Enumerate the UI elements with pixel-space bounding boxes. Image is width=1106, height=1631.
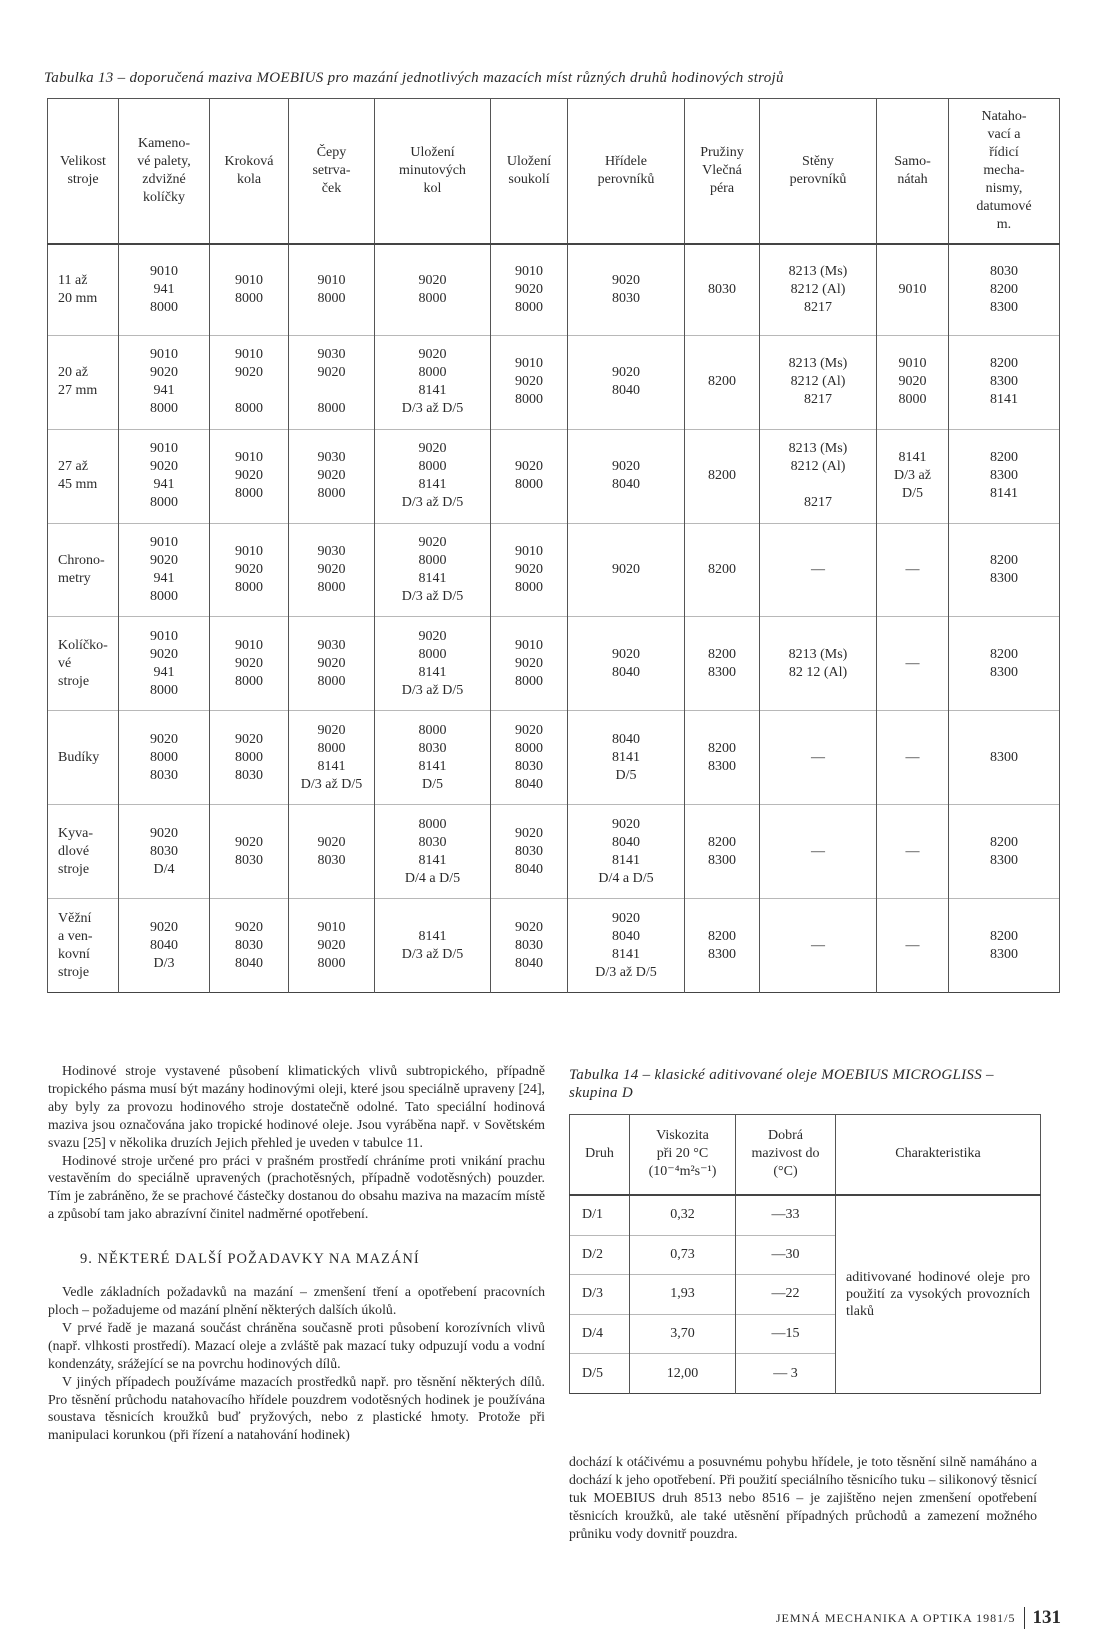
table-13-cell: — [760, 711, 877, 805]
table-13-cell: 9020 8040 [568, 429, 685, 523]
table-13-cell: 8040 8141 D/5 [568, 711, 685, 805]
table-14-cell: 0,73 [630, 1235, 736, 1275]
table-13-cell: 9010 8000 [289, 244, 375, 336]
machine-size-cell: Chrono- metry [48, 523, 119, 617]
table-14-cell: D/1 [570, 1195, 630, 1236]
table-13-cell: 9010 9020 8000 [491, 523, 568, 617]
table-13-header-cell: Uložení soukolí [491, 99, 568, 244]
table-13-cell: 9010 9020 941 8000 [119, 335, 210, 429]
table-13-cell: 8200 8300 [949, 805, 1060, 899]
table-13-cell: 9020 8000 8030 [119, 711, 210, 805]
machine-size-cell: Budíky [48, 711, 119, 805]
table-13-row [48, 805, 1060, 899]
table-13-cell: 9010 9020 8000 [289, 899, 375, 993]
table-13-cell: 9020 8030 [289, 805, 375, 899]
table-13-cell: 8200 8300 [685, 805, 760, 899]
table-13-header-cell: Velikost stroje [48, 99, 119, 244]
table-13-cell: 8200 8300 [685, 711, 760, 805]
table-13-cell: 8213 (Ms) 8212 (Al) 8217 [760, 429, 877, 523]
machine-size-cell: Věžní a ven- kovní stroje [48, 899, 119, 993]
table-13-cell: 8030 [685, 244, 760, 336]
table-13-header-cell: Čepy setrva- ček [289, 99, 375, 244]
table-13-cell: — [760, 899, 877, 993]
table-14-cell: D/4 [570, 1314, 630, 1354]
table-14-characteristic-cell: aditivované hodinové oleje pro použití za vysokých provozních tlaků [836, 1195, 1041, 1394]
machine-size-cell: 20 až 27 mm [48, 335, 119, 429]
table-13-cell: 9020 8030 8040 [210, 899, 289, 993]
table-13-cell: 9020 8030 8040 [491, 805, 568, 899]
table-13-cell: 8200 8300 [949, 523, 1060, 617]
table-13-cell: 9020 8000 [375, 244, 491, 336]
table-14 [569, 1114, 1041, 1394]
machine-size-cell: 27 až 45 mm [48, 429, 119, 523]
paragraph: Vedle základních požadavků na mazání – zmenšení tření a opotřebení pracovních ploch – požadujeme od mazání plnění některých dalších úkolů. [48, 1284, 545, 1317]
table-13-body [48, 244, 1060, 993]
paragraph: Hodinové stroje vystavené působení klimatických vlivů subtropického, případně tropického pásma musí být mazány hodinovými oleji, které jsou speciálně upraveny [24], aby byly za provozu hodinového stroje dostatečně odolné. Tato speciální hodinová maziva jsou označována jako tropické hodinové oleje. Jsou vyráběna např. v Sovětském svazu [25] v několika druzích Jejich přehled je uveden v tabulce 11. [48, 1063, 545, 1150]
table-13-row [48, 899, 1060, 993]
table-13-cell: 8200 8300 8141 [949, 335, 1060, 429]
table-13-cell: 8300 [949, 711, 1060, 805]
table-13-cell: 9010 9020 8000 [210, 617, 289, 711]
table-13-header-cell: Kroková kola [210, 99, 289, 244]
table-13-cell: — [877, 899, 949, 993]
table-13-cell: 9010 9020 8000 [210, 335, 289, 429]
table-13-cell: 8200 [685, 429, 760, 523]
table-14-header-cell: Druh [570, 1115, 630, 1195]
table-14-header-row [570, 1115, 1041, 1195]
table-13-cell: 8213 (Ms) 8212 (Al) 8217 [760, 244, 877, 336]
table-13-cell: 9030 9020 8000 [289, 335, 375, 429]
table-14-header-cell: Viskozita při 20 °C (10⁻⁴m²s⁻¹) [630, 1115, 736, 1195]
table-14-header-cell: Dobrá mazivost do (°C) [736, 1115, 836, 1195]
table-13-cell: 9010 9020 941 8000 [119, 523, 210, 617]
table-13-cell: 9020 8000 8030 [210, 711, 289, 805]
table-14-cell: 0,32 [630, 1195, 736, 1236]
table-13-cell: 9010 941 8000 [119, 244, 210, 336]
table-14-caption: Tabulka 14 – klasické aditivované oleje MOEBIUS MICROGLISS – skupina D [569, 1067, 994, 1101]
table-13-cell: 8141 D/3 až D/5 [375, 899, 491, 993]
table-13-row [48, 244, 1060, 336]
page-footer [776, 1607, 1061, 1629]
table-13-header-cell: Kameno- vé palety, zdvižné kolíčky [119, 99, 210, 244]
table-13-header-row [48, 99, 1060, 244]
table-13-header-cell: Pružiny Vlečná péra [685, 99, 760, 244]
paragraph: Hodinové stroje určené pro práci v prašném prostředí chráníme proti vnikání prachu vestavěním do speciálně upravených (prachotěsných, případně vodotěsných) pouzder. Tím je zabráněno, že se prachové částečky dostanou do obsahu maziva na mazacím místě a způsobí tam jako abrazívní činitel nadměrné opotřebení. [48, 1152, 545, 1222]
table-13-cell: 8200 8300 [685, 899, 760, 993]
table-13-row [48, 617, 1060, 711]
table-13-cell: 9020 8000 8030 8040 [491, 711, 568, 805]
paragraph: dochází k otáčivému a posuvnému pohybu hřídele, je toto těsnění silně namáháno a dochází k jeho opotřebení. Při použití speciálního těsnicího tuku – silikonový těsnicí tuk MOEBIUS druh 8513 nebo 8516 – je zajištěno nejen zmenšení opotřebení těsnicích kroužků, ale také utěsnění případných průchodů a zamezení možného průniku vody dovnitř pouzdra. [569, 1454, 1037, 1541]
table-14-cell: —33 [736, 1195, 836, 1236]
table-13-cell: 9010 9020 8000 [491, 244, 568, 336]
table-13-cell: 9010 9020 941 8000 [119, 429, 210, 523]
table-13-row [48, 335, 1060, 429]
machine-size-cell: 11 až 20 mm [48, 244, 119, 336]
table-14-cell: —22 [736, 1275, 836, 1315]
table-14-row [570, 1195, 1041, 1236]
table-13-cell: — [877, 805, 949, 899]
table-13-cell: 9030 9020 8000 [289, 429, 375, 523]
table-13-cell: 8200 8300 [949, 899, 1060, 993]
table-13-cell: 8200 8300 [949, 617, 1060, 711]
table-13-cell: 8200 [685, 335, 760, 429]
table-13-cell: 9020 8000 [491, 429, 568, 523]
table-13-cell: 9020 8000 8141 D/3 až D/5 [375, 523, 491, 617]
table-13-cell: — [877, 523, 949, 617]
table-14-cell: D/3 [570, 1275, 630, 1315]
machine-size-cell: Kyva- dlové stroje [48, 805, 119, 899]
left-text-column [48, 1062, 545, 1444]
table-14-cell: 3,70 [630, 1314, 736, 1354]
journal-name: JEMNÁ MECHANIKA A OPTIKA 1981/5 [775, 1610, 1016, 1625]
table-13-header-cell: Hřídele perovníků [568, 99, 685, 244]
table-13-cell: 9010 [877, 244, 949, 336]
table-13-cell: — [760, 523, 877, 617]
table-13-cell: 9020 8030 [210, 805, 289, 899]
table-13-cell: 9030 9020 8000 [289, 523, 375, 617]
table-13-cell: 9010 9020 941 8000 [119, 617, 210, 711]
table-13-cell: 9020 8030 [568, 244, 685, 336]
table-13-row [48, 429, 1060, 523]
table-13-cell: 8200 [685, 523, 760, 617]
table-13-cell: 8213 (Ms) 8212 (Al) 8217 [760, 335, 877, 429]
section-heading: 9. NĚKTERÉ DALŠÍ POŽADAVKY NA MAZÁNÍ [80, 1251, 420, 1268]
table-13-cell: 8213 (Ms) 82 12 (Al) [760, 617, 877, 711]
table-13-cell: 9020 8000 8141 D/3 až D/5 [375, 429, 491, 523]
page-number: 131 [1032, 1607, 1061, 1628]
table-13-cell: 9010 9020 8000 [877, 335, 949, 429]
table-13-cell: 9020 8000 8141 D/3 až D/5 [375, 617, 491, 711]
paragraph: V jiných případech používáme mazacích prostředků např. pro těsnění některých dílů. Pro těsnění průchodu natahovacího hřídele pouzdrem vodotěsných hodinek je používána soustava těsnicích kroužků buď pryžových, nebo z plastické hmoty. Protože při manipulaci korunkou (při řízení a natahování hodinek) [48, 1373, 545, 1443]
table-14-cell: 1,93 [630, 1275, 736, 1315]
table-13-cell: — [877, 617, 949, 711]
table-13-cell: 9020 8040 8141 D/3 až D/5 [568, 899, 685, 993]
table-13-cell: 9020 8040 [568, 335, 685, 429]
table-14-cell: —15 [736, 1314, 836, 1354]
machine-size-cell: Kolíčko- vé stroje [48, 617, 119, 711]
table-13-cell: 9020 8000 8141 D/3 až D/5 [375, 335, 491, 429]
table-13-header-cell: Stěny perovníků [760, 99, 877, 244]
table-14-cell: D/2 [570, 1235, 630, 1275]
right-text-column [569, 1453, 1037, 1543]
table-13-cell: 9010 9020 8000 [491, 617, 568, 711]
paragraph: V prvé řadě je mazaná součást chráněna současně proti působení korozívních vlivů (např. vlhkosti prostředí). Mazací oleje a zvláště pak mazací tuky odpuzují vodu a vodní kondenzáty, srážející se na povrchu hodinových dílů. [48, 1319, 545, 1371]
table-13-cell: 9010 9020 8000 [210, 429, 289, 523]
table-13-cell: 9020 8040 8141 D/4 a D/5 [568, 805, 685, 899]
table-13-caption: Tabulka 13 – doporučená maziva MOEBIUS pro mazání jednotlivých mazacích míst různých druhů hodinových strojů [44, 70, 784, 86]
table-14-cell: 12,00 [630, 1354, 736, 1394]
table-13-cell: 8000 8030 8141 D/5 [375, 711, 491, 805]
table-13-row [48, 711, 1060, 805]
table-13-cell: 8200 8300 8141 [949, 429, 1060, 523]
table-13-cell: 8030 8200 8300 [949, 244, 1060, 336]
table-13-cell: 9030 9020 8000 [289, 617, 375, 711]
table-14-cell: D/5 [570, 1354, 630, 1394]
table-14-cell: — 3 [736, 1354, 836, 1394]
table-13-cell: — [877, 711, 949, 805]
table-13-cell: 9020 8040 D/3 [119, 899, 210, 993]
table-13-cell: 9010 9020 8000 [491, 335, 568, 429]
table-14-cell: —30 [736, 1235, 836, 1275]
table-13-cell: — [760, 805, 877, 899]
table-13-row [48, 523, 1060, 617]
table-13-cell: 9020 8030 8040 [491, 899, 568, 993]
table-13-header-cell: Nataho- vací a řídicí mecha- nismy, datumové m. [949, 99, 1060, 244]
table-13-cell: 9010 9020 8000 [210, 523, 289, 617]
footer-divider [1024, 1607, 1025, 1629]
table-13-cell: 8200 8300 [685, 617, 760, 711]
table-13-cell: 9020 8030 D/4 [119, 805, 210, 899]
table-13-cell: 8000 8030 8141 D/4 a D/5 [375, 805, 491, 899]
table-13-cell: 9020 [568, 523, 685, 617]
table-13-cell: 9020 8040 [568, 617, 685, 711]
table-13-header-cell: Samo- nátah [877, 99, 949, 244]
table-14-header-cell: Charakteristika [836, 1115, 1041, 1195]
table-13-header-cell: Uložení minutových kol [375, 99, 491, 244]
table-13 [47, 98, 1060, 993]
table-13-cell: 9020 8000 8141 D/3 až D/5 [289, 711, 375, 805]
table-13-cell: 8141 D/3 až D/5 [877, 429, 949, 523]
table-13-cell: 9010 8000 [210, 244, 289, 336]
